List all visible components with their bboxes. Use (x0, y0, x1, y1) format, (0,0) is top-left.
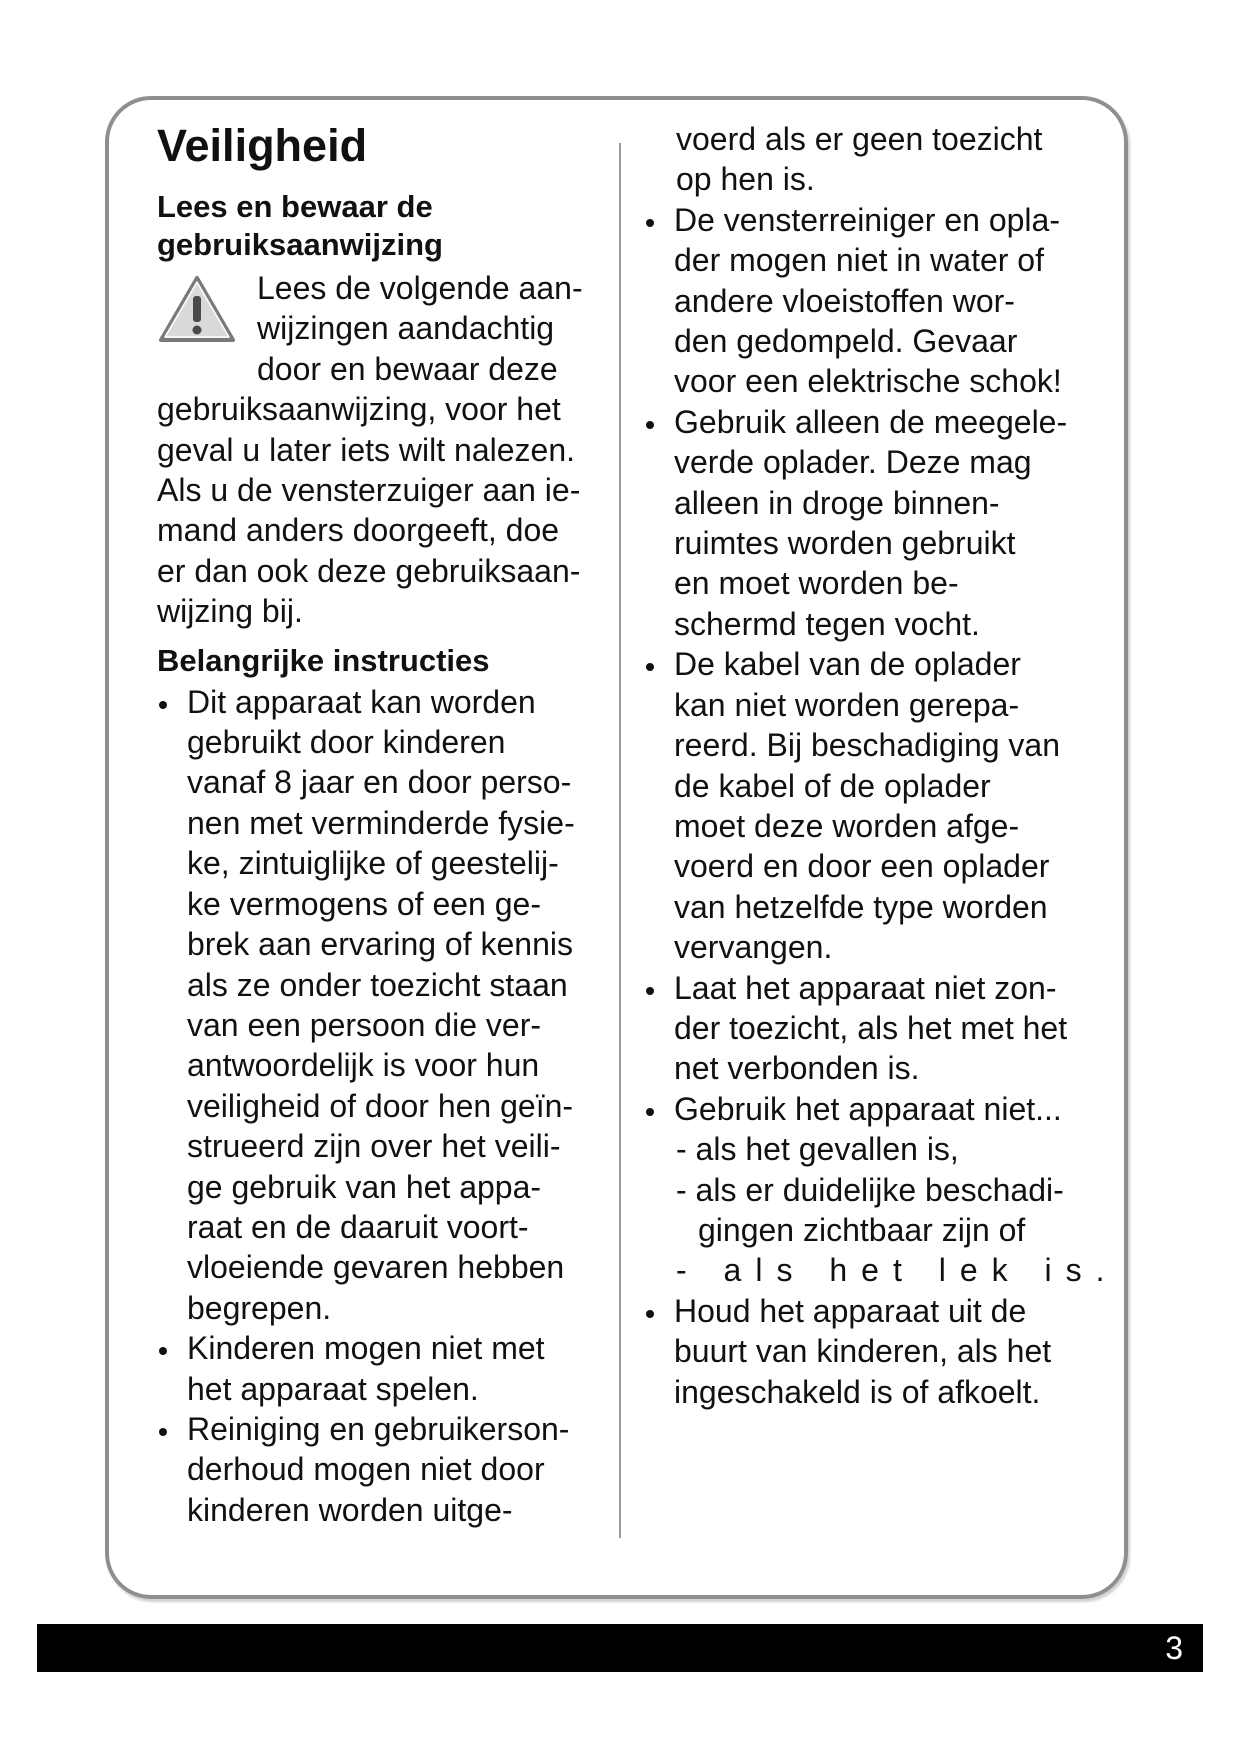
bullet-item: Houd het apparaat uit de buurt van kinderen, als het ingeschakeld is of afkoelt. (646, 1291, 1086, 1412)
column-divider (619, 143, 621, 1538)
section-heading-read-and-keep: Lees en bewaar de gebruiksaanwijzing (157, 189, 443, 262)
page-number: 3 (1165, 1630, 1183, 1666)
bullet-item: De vensterreiniger en opla- der mogen niet in water of andere vloeistoffen wor- den gedompeld. Gevaar voor een elektrische schok! (646, 200, 1086, 402)
warning-text-line: door en bewaar deze (257, 350, 558, 387)
bullet-item: Kinderen mogen niet met het apparaat spelen. (157, 1328, 597, 1409)
left-column (157, 118, 597, 1530)
page-title: Veiligheid (157, 120, 368, 171)
page-footer-bar (37, 1624, 1203, 1672)
bullet-item: De kabel van de oplader kan niet worden gerepa- reerd. Bij beschadiging van de kabel of de oplader moet deze worden afge- voerd en door een oplader van hetzelfde type worden vervangen. (646, 644, 1086, 967)
dash-item: - als het lek is. (676, 1252, 1119, 1289)
warning-text-line: wijzingen aandachtig (257, 310, 555, 347)
warning-triangle-icon (157, 274, 237, 344)
warning-block (157, 268, 597, 389)
right-column (646, 119, 1119, 1412)
bullet-continuation: voerd als er geen toezicht op hen is. (676, 121, 1043, 198)
bullet-item: Laat het apparaat niet zon- der toezicht, als het met het net verbonden is. (646, 968, 1086, 1089)
bullet-item: Dit apparaat kan worden gebruikt door kinderen vanaf 8 jaar en door perso- nen met verminderde fysie- ke, zintuiglijke of geestelij- ke vermogens of een ge- brek aan ervaring of kennis als ze onder toezicht staan van een persoon die ver- antwoordelijk is voor hun veiligheid of door hen geïn- strueerd zijn over het veili- ge gebruik van het appa- raat en de daaruit voort- vloeiende gevaren hebben begrepen. (157, 682, 597, 1329)
dash-item: - als er duidelijke beschadi- (676, 1171, 1064, 1208)
section-heading-important-instructions: Belangrijke instructies (157, 642, 490, 678)
bullet-item: Reiniging en gebruikerson- derhoud mogen niet door kinderen worden uitge- (157, 1409, 597, 1530)
dash-item-continuation: gingen zichtbaar zijn of (698, 1211, 1026, 1248)
intro-paragraph: gebruiksaanwijzing, voor het geval u later iets wilt nalezen. Als u de vensterzuiger aan ie- mand anders doorgeeft, doe er dan ook deze gebruiksaan- wijzing bij. (157, 391, 581, 630)
warning-text-line: Lees de volgende aan- (257, 270, 583, 306)
dash-item: - als het gevallen is, (676, 1131, 959, 1168)
bullet-item: Gebruik het apparaat niet... (646, 1089, 1086, 1129)
bullet-item: Gebruik alleen de meegele- verde oplader. Deze mag alleen in droge binnen- ruimtes worden gebruikt en moet worden be- schermd tegen vocht. (646, 402, 1086, 644)
